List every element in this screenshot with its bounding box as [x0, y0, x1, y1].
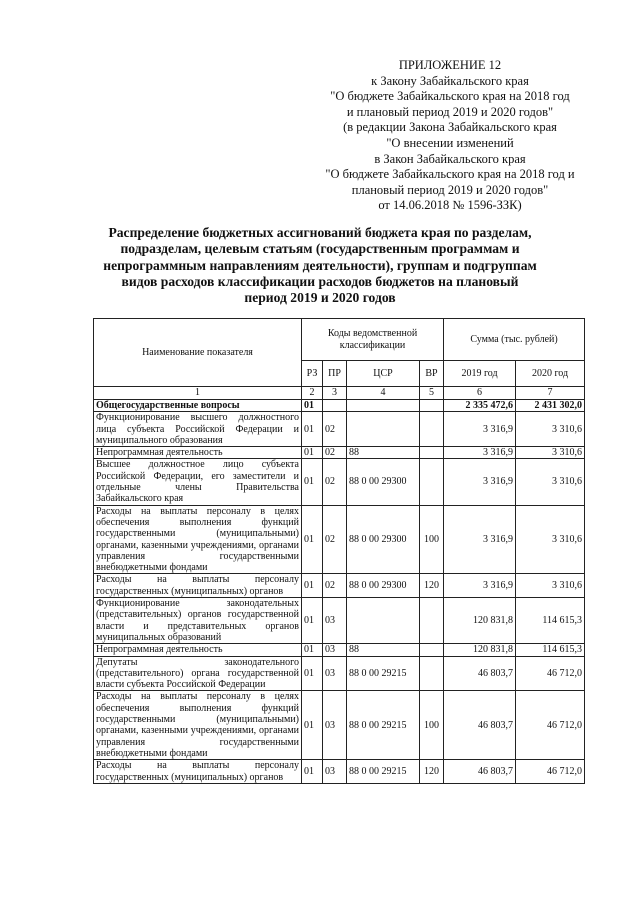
- header-2020: 2020 год: [516, 361, 585, 387]
- row-2019: 3 316,9: [444, 447, 516, 459]
- header-2019: 2019 год: [444, 361, 516, 387]
- row-2020: 3 310,6: [516, 505, 585, 574]
- document-title-line: Распределение бюджетных ассигнований бюджета края по разделам,: [108, 225, 532, 240]
- table-row: [94, 691, 585, 760]
- row-csr: [347, 400, 420, 412]
- table-row: [94, 459, 585, 505]
- table-row: [94, 505, 585, 574]
- row-pr: [323, 400, 347, 412]
- table-row: [94, 400, 585, 412]
- row-2020: 2 431 302,0: [516, 400, 585, 412]
- row-2020: 3 310,6: [516, 447, 585, 459]
- row-pr: 02: [323, 505, 347, 574]
- row-vr: [420, 656, 444, 691]
- appendix-header-line: (в редакции Закона Забайкальского края: [343, 120, 557, 135]
- row-csr: 88 0 00 29300: [347, 459, 420, 505]
- appendix-header-line: к Закону Забайкальского края: [371, 73, 529, 88]
- row-csr: 88 0 00 29215: [347, 760, 420, 784]
- row-pr: 02: [323, 412, 347, 447]
- row-name: Непрограммная деятельность: [94, 644, 302, 656]
- row-csr: 88: [347, 447, 420, 459]
- row-name: Непрограммная деятельность: [94, 447, 302, 459]
- column-number: 1: [94, 387, 302, 400]
- table-row: [94, 598, 585, 644]
- row-pr: 02: [323, 574, 347, 598]
- row-rz: 01: [302, 760, 323, 784]
- document-title: [100, 225, 540, 306]
- column-number: 2: [302, 387, 323, 400]
- appendix-header-line: "О бюджете Забайкальского края на 2018 год: [330, 89, 570, 104]
- row-2019: 3 316,9: [444, 412, 516, 447]
- row-2019: 46 803,7: [444, 760, 516, 784]
- row-csr: 88 0 00 29215: [347, 691, 420, 760]
- row-pr: 03: [323, 644, 347, 656]
- header-sum-group: Сумма (тыс. рублей): [444, 319, 585, 361]
- row-name: Высшее должностное лицо субъекта Российской Федерации, его заместители и отдельные члены Правительства Забайкальского края: [94, 459, 302, 505]
- appendix-header-line: плановый период 2019 и 2020 годов": [351, 182, 549, 197]
- row-2019: 120 831,8: [444, 598, 516, 644]
- header-vr: ВР: [420, 361, 444, 387]
- budget-table: [93, 318, 585, 784]
- row-name: Расходы на выплаты персоналу в целях обеспечения выполнения функций государственными (муниципальными) органами, казенными учреждениями, органами управления государственными внебюджетными фондами: [94, 505, 302, 574]
- row-2020: 3 310,6: [516, 412, 585, 447]
- row-vr: [420, 400, 444, 412]
- row-rz: 01: [302, 505, 323, 574]
- row-2019: 120 831,8: [444, 644, 516, 656]
- row-name: Функционирование высшего должностного лица субъекта Российской Федерации и муниципального образования: [94, 412, 302, 447]
- table-row: [94, 760, 585, 784]
- document-title-line: видов расходов классификации расходов бюджетов на плановый: [121, 273, 519, 289]
- row-2019: 3 316,9: [444, 459, 516, 505]
- table-row: [94, 574, 585, 598]
- row-vr: 120: [420, 760, 444, 784]
- row-csr: 88 0 00 29300: [347, 505, 420, 574]
- row-2020: 46 712,0: [516, 656, 585, 691]
- row-2019: 3 316,9: [444, 574, 516, 598]
- column-number: 3: [323, 387, 347, 400]
- row-pr: 02: [323, 459, 347, 505]
- row-rz: 01: [302, 691, 323, 760]
- row-vr: 100: [420, 505, 444, 574]
- row-2020: 3 310,6: [516, 459, 585, 505]
- column-number: 6: [444, 387, 516, 400]
- budget-table-body: [94, 400, 585, 784]
- header-name: Наименование показателя: [94, 319, 302, 387]
- header-rz: РЗ: [302, 361, 323, 387]
- row-vr: [420, 412, 444, 447]
- table-row: [94, 656, 585, 691]
- row-vr: [420, 447, 444, 459]
- row-vr: [420, 644, 444, 656]
- row-pr: 03: [323, 691, 347, 760]
- row-rz: 01: [302, 644, 323, 656]
- appendix-header-line: в Закон Забайкальского края: [374, 151, 526, 166]
- row-rz: 01: [302, 447, 323, 459]
- row-2019: 2 335 472,6: [444, 400, 516, 412]
- row-2019: 46 803,7: [444, 656, 516, 691]
- row-name: Расходы на выплаты персоналу государственных (муниципальных) органов: [94, 574, 302, 598]
- column-number: 7: [516, 387, 585, 400]
- row-csr: 88 0 00 29215: [347, 656, 420, 691]
- column-number: 4: [347, 387, 420, 400]
- row-rz: 01: [302, 656, 323, 691]
- row-csr: [347, 412, 420, 447]
- row-name: Депутаты законодательного (представительного) органа государственной власти субъекта Российской Федерации: [94, 656, 302, 691]
- table-row: [94, 644, 585, 656]
- table-row: [94, 447, 585, 459]
- row-pr: 03: [323, 656, 347, 691]
- row-vr: [420, 598, 444, 644]
- appendix-header-line: от 14.06.2018 № 1596-ЗЗК): [378, 198, 522, 213]
- row-vr: [420, 459, 444, 505]
- appendix-header: [300, 58, 600, 214]
- row-2019: 3 316,9: [444, 505, 516, 574]
- row-pr: 02: [323, 447, 347, 459]
- row-rz: 01: [302, 574, 323, 598]
- document-title-line: подразделам, целевым статьям (государственным программам и: [120, 241, 520, 257]
- header-pr: ПР: [323, 361, 347, 387]
- document-title-line: период 2019 и 2020 годов: [244, 290, 396, 306]
- row-2019: 46 803,7: [444, 691, 516, 760]
- row-rz: 01: [302, 598, 323, 644]
- row-rz: 01: [302, 400, 323, 412]
- row-rz: 01: [302, 459, 323, 505]
- row-2020: 3 310,6: [516, 574, 585, 598]
- appendix-header-line: "О бюджете Забайкальского края на 2018 год и: [325, 167, 575, 182]
- row-2020: 46 712,0: [516, 760, 585, 784]
- table-row: [94, 412, 585, 447]
- appendix-header-line: ПРИЛОЖЕНИЕ 12: [398, 58, 502, 72]
- row-csr: 88 0 00 29300: [347, 574, 420, 598]
- appendix-header-line: "О внесении изменений: [386, 135, 514, 150]
- row-pr: 03: [323, 598, 347, 644]
- row-rz: 01: [302, 412, 323, 447]
- row-vr: 120: [420, 574, 444, 598]
- row-2020: 46 712,0: [516, 691, 585, 760]
- row-name: Функционирование законодательных (представительных) органов государственной власти и представительных органов муниципальных образований: [94, 598, 302, 644]
- column-number: 5: [420, 387, 444, 400]
- appendix-header-line: и плановый период 2019 и 2020 годов": [346, 104, 554, 119]
- row-2020: 114 615,3: [516, 644, 585, 656]
- row-2020: 114 615,3: [516, 598, 585, 644]
- row-csr: [347, 598, 420, 644]
- document-title-line: непрограммным направлениям деятельности), группам и подгруппам: [103, 257, 537, 273]
- row-name: Расходы на выплаты персоналу в целях обеспечения выполнения функций государственными (муниципальными) органами, казенными учреждениями, органами управления государственными внебюджетными фондами: [94, 691, 302, 760]
- row-pr: 03: [323, 760, 347, 784]
- row-vr: 100: [420, 691, 444, 760]
- row-csr: 88: [347, 644, 420, 656]
- header-csr: ЦСР: [347, 361, 420, 387]
- row-name: Общегосударственные вопросы: [94, 400, 302, 412]
- row-name: Расходы на выплаты персоналу государственных (муниципальных) органов: [94, 760, 302, 784]
- header-codes-group: Коды ведомственной классификации: [302, 319, 444, 361]
